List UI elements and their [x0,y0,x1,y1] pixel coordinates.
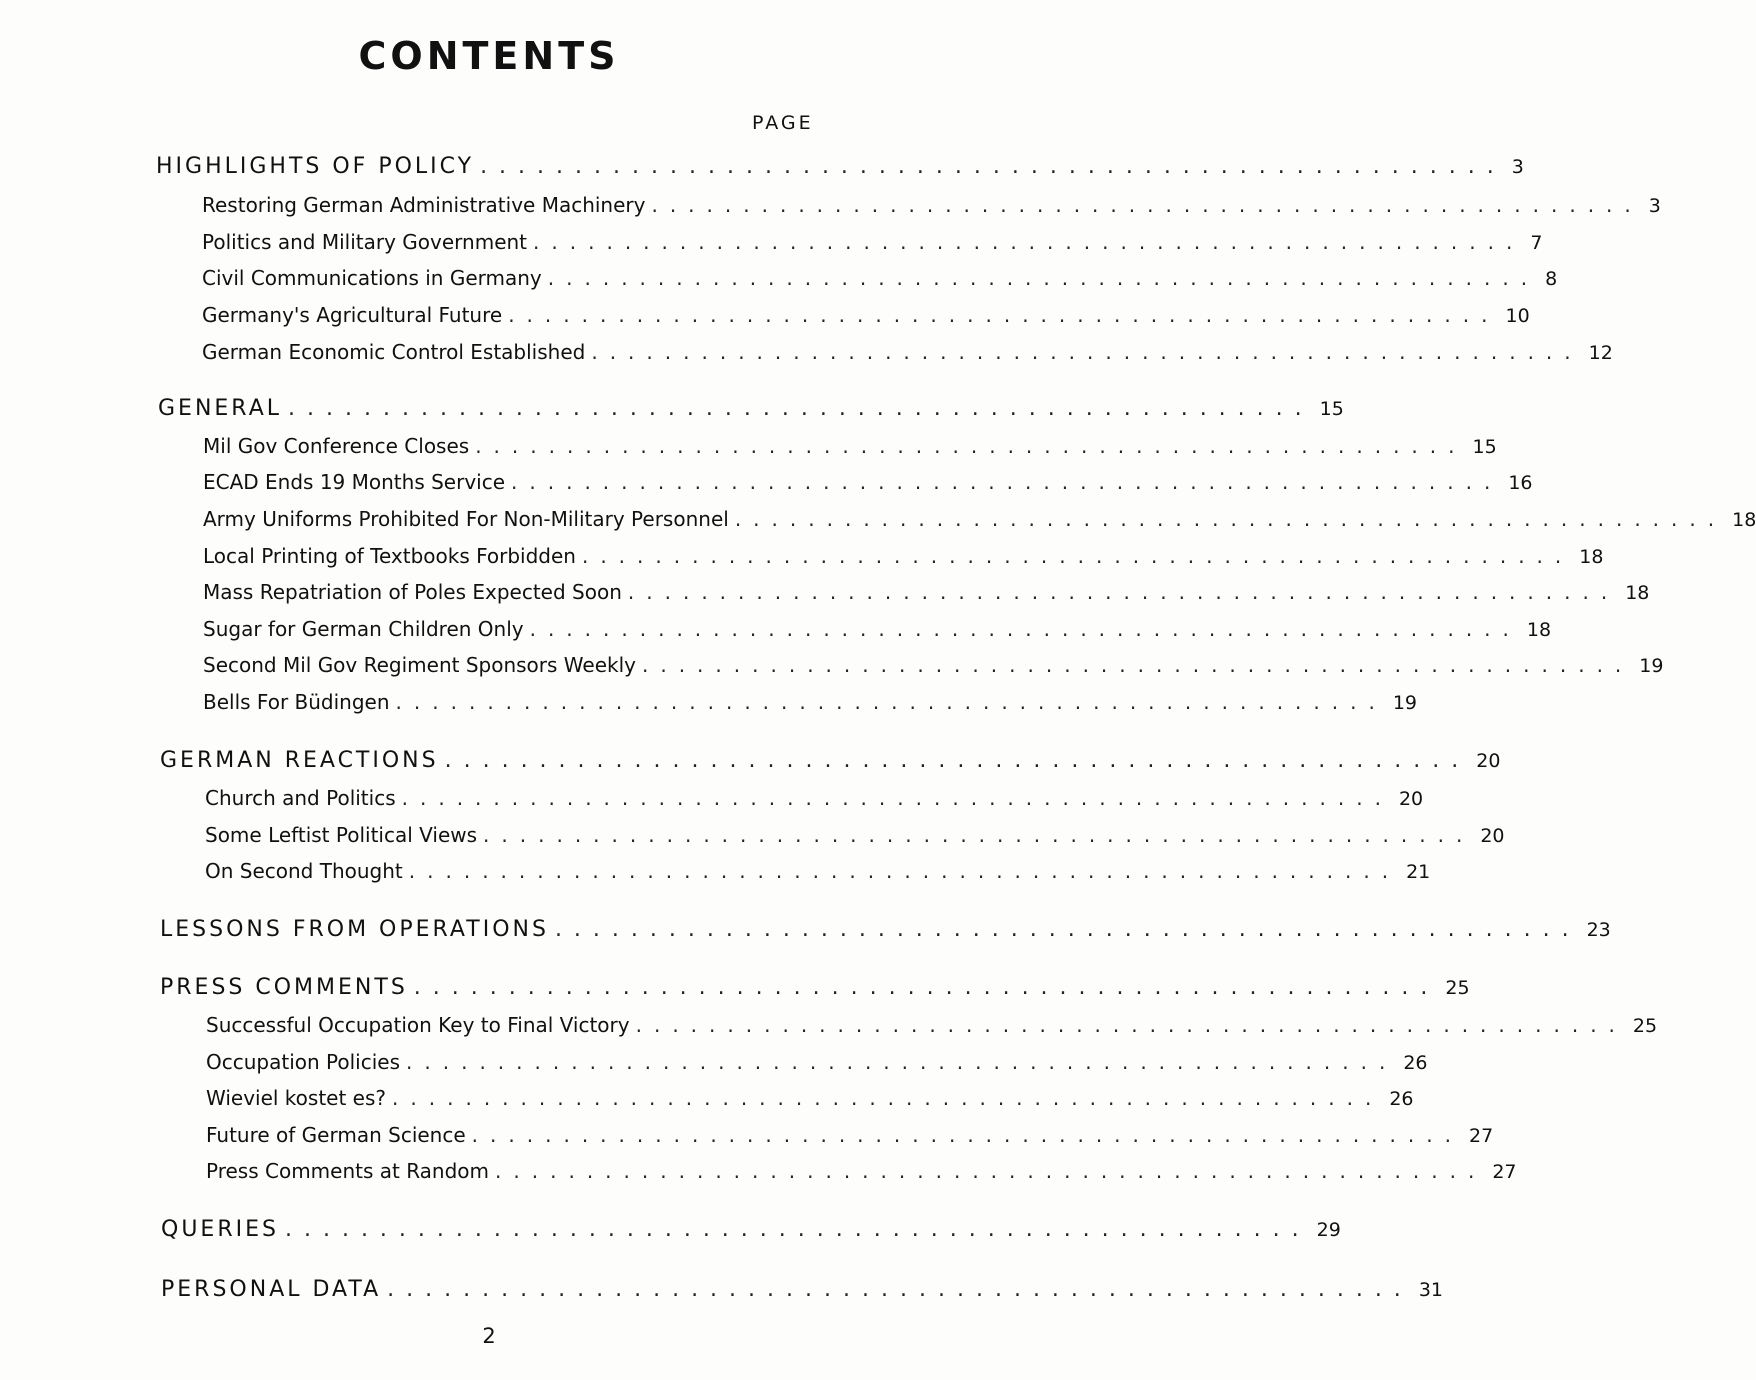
toc-entry [203,504,1756,534]
toc-section-general [158,394,1344,424]
dot-leader: ...................................................... [284,1217,1311,1242]
dot-leader: ...................................................... [591,340,1583,364]
dot-leader: ...................................................... [408,859,1401,883]
toc-entry [205,783,1424,813]
toc-entry [205,856,1431,886]
dot-leader: ...................................................... [395,690,1387,714]
toc-page-number: 20 [1476,750,1501,772]
dot-leader: ...................................................... [471,1123,1463,1147]
toc-entry-label: Wieviel kostet es? [206,1086,387,1110]
toc-entry [206,1047,1428,1077]
toc-entry [205,820,1505,850]
toc-page-number: 31 [1418,1279,1443,1301]
toc-entry-label: Some Leftist Political Views [205,823,478,847]
toc-section-german-reactions [160,746,1501,776]
toc-entry-label: Mil Gov Conference Closes [203,434,470,458]
page-column-label: PAGE [752,112,814,134]
toc-entry-label: German Economic Control Established [202,340,586,364]
toc-section-lessons-from-operations [160,915,1611,945]
toc-entry-label: Church and Politics [205,786,396,810]
dot-leader: ...................................................... [444,748,1471,773]
dot-leader: ...................................................... [483,823,1475,847]
toc-page-number: 27 [1492,1161,1517,1183]
toc-entry-label: Politics and Military Government [202,230,528,254]
toc-page-number: 26 [1403,1052,1428,1074]
dot-leader: ...................................................... [475,434,1467,458]
toc-entry-label: Local Printing of Textbooks Forbidden [203,544,576,568]
toc-section-label: PERSONAL DATA [161,1277,382,1302]
toc-entry-label: On Second Thought [205,859,403,883]
dot-leader: ...................................................... [554,917,1581,942]
toc-page-number: 25 [1632,1015,1658,1037]
toc-entry-label: Germany's Agricultural Future [202,303,503,327]
dot-leader: ...................................................... [406,1050,1398,1074]
toc-page-number: 19 [1392,692,1418,714]
dot-leader: ...................................................... [547,266,1540,290]
toc-entry [203,650,1664,680]
toc-entry [202,190,1661,220]
toc-page-number: 23 [1586,919,1611,941]
toc-entry-label: ECAD Ends 19 Months Service [203,470,506,494]
dot-leader: ...................................................... [635,1013,1627,1037]
toc-entry-label: Bells For Büdingen [203,690,390,714]
toc-entry [203,541,1604,571]
toc-page-number: 16 [1508,472,1533,494]
toc-page-number: 3 [1511,156,1524,178]
toc-entry-label: Press Comments at Random [206,1159,490,1183]
dot-leader: ...................................................... [392,1086,1384,1110]
toc-entry-label: Mass Repatriation of Poles Expected Soon [203,580,622,604]
toc-page-number: 15 [1319,398,1344,420]
toc-section-personal-data [161,1275,1443,1305]
toc-page-number: 29 [1316,1219,1341,1241]
toc-page-number: 20 [1480,825,1505,847]
dot-leader: ...................................................... [511,470,1503,494]
toc-page-number: 18 [1526,619,1552,641]
toc-entry [202,227,1543,257]
toc-entry [202,300,1530,330]
toc-page-number: 18 [1625,582,1650,604]
dot-leader: ...................................................... [495,1159,1487,1183]
toc-section-label: PRESS COMMENTS [160,975,408,1000]
toc-page-number: 26 [1389,1088,1414,1110]
dot-leader: ...................................................... [413,975,1440,1000]
toc-entry-label: Sugar for German Children Only [203,617,524,641]
dot-leader: ...................................................... [734,507,1727,531]
dot-leader: ...................................................... [401,786,1393,810]
toc-entry-label: Occupation Policies [206,1050,401,1074]
toc-page-number: 7 [1530,232,1543,254]
toc-entry [203,577,1650,607]
dot-leader: ...................................................... [480,154,1506,179]
dot-leader: ...................................................... [581,544,1574,568]
toc-entry [202,337,1613,367]
toc-entry [203,431,1497,461]
toc-page-number: 12 [1588,342,1613,364]
toc-section-highlights-of-policy [156,152,1524,182]
toc-page-number: 21 [1406,861,1431,883]
toc-entry [206,1156,1517,1186]
dot-leader: ...................................................... [288,396,1314,421]
toc-page-number: 18 [1732,509,1756,531]
toc-entry-label: Future of German Science [206,1123,466,1147]
toc-section-label: QUERIES [161,1217,279,1242]
toc-page-number: 18 [1579,546,1604,568]
page-number: 2 [482,1324,496,1348]
dot-leader: ...................................................... [627,580,1620,604]
toc-page-number: 8 [1545,268,1558,290]
dot-leader: ...................................................... [641,653,1634,677]
toc-entry [206,1010,1658,1040]
toc-entry-label: Civil Communications in Germany [202,266,542,290]
page-title: CONTENTS [358,34,620,78]
toc-entry [203,614,1552,644]
toc-section-label: GENERAL [158,396,283,421]
toc-page-number: 19 [1639,655,1664,677]
toc-entry-label: Second Mil Gov Regiment Sponsors Weekly [203,653,636,677]
toc-section-press-comments [160,973,1470,1003]
toc-page-number: 27 [1468,1125,1494,1147]
dot-leader: ...................................................... [533,230,1525,254]
dot-leader: ...................................................... [508,303,1500,327]
toc-section-label: LESSONS FROM OPERATIONS [160,917,549,942]
toc-entry-label: Restoring German Administrative Machinery [202,193,646,217]
toc-entry [206,1120,1494,1150]
toc-page-number: 20 [1398,788,1424,810]
toc-page-number: 15 [1472,436,1497,458]
toc-section-label: GERMAN REACTIONS [160,748,439,773]
toc-entry-label: Successful Occupation Key to Final Victory [206,1013,630,1037]
toc-section-queries [161,1215,1341,1245]
toc-page-number: 10 [1505,305,1530,327]
toc-section-label: HIGHLIGHTS OF POLICY [156,154,475,179]
toc-entry [203,467,1533,497]
toc-page-number: 3 [1648,195,1661,217]
dot-leader: ...................................................... [651,193,1643,217]
toc-entry [206,1083,1414,1113]
dot-leader: ...................................................... [529,617,1521,641]
toc-page-number: 25 [1445,977,1470,999]
toc-entry-label: Army Uniforms Prohibited For Non-Military Personnel [203,507,729,531]
toc-entry [203,687,1418,717]
toc-entry [202,263,1558,293]
dot-leader: ...................................................... [387,1277,1413,1302]
